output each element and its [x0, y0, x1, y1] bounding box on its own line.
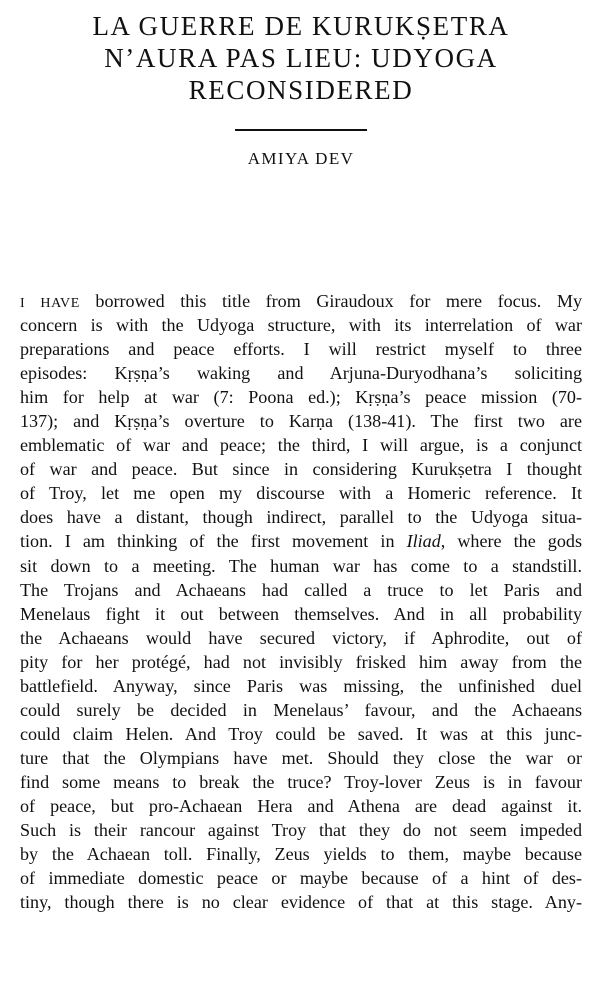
body-line: could surely be decided in Menelaus’ favour, and the Achaeans — [20, 699, 582, 720]
body-line: tiny, though there is no clear evidence of that at this stage. Any- — [20, 892, 582, 913]
body-line-1 — [20, 289, 582, 313]
article-title — [20, 0, 582, 106]
body-line: him for help at war (7: Poona ed.); Kṛṣṇa’s peace mission (70- — [20, 387, 582, 408]
title-line-2: N’AURA PAS LIEU: UDYOGA — [104, 43, 498, 73]
body-line: The Trojans and Achaeans had called a truce to let Paris and — [20, 579, 582, 600]
body-line: Such is their rancour against Troy that they do not seem impeded — [20, 820, 582, 841]
body-line: Menelaus fight it out between themselves. And in all probability — [20, 603, 582, 624]
opening-word: I HAVE — [20, 296, 80, 311]
body-line: does have a distant, though indirect, parallel to the Udyoga situa- — [20, 507, 582, 528]
body-line: emblematic of war and peace; the third, I will argue, is a conjunct — [20, 435, 582, 456]
body-line: concern is with the Udyoga structure, with its interrelation of war — [20, 315, 582, 336]
body-line: the Achaeans would have secured victory, if Aphrodite, out of — [20, 627, 582, 648]
body-line: episodes: Kṛṣṇa’s waking and Arjuna-Duryodhana’s soliciting — [20, 363, 582, 384]
iliad-line-before: tion. I am thinking of the first movement in — [20, 531, 407, 552]
title-line-3: RECONSIDERED — [188, 75, 414, 105]
iliad-title: Iliad — [406, 531, 441, 552]
title-divider — [235, 129, 367, 131]
body-line: battlefield. Anyway, since Paris was missing, the unfinished duel — [20, 675, 582, 696]
body-line: of Troy, let me open my discourse with a Homeric reference. It — [20, 483, 582, 504]
first-line-rest: borrowed this title from Giraudoux for mere focus. My — [79, 291, 582, 311]
body-line: 137); and Kṛṣṇa’s overture to Karṇa (138-41). The first two are — [20, 411, 582, 432]
body-line: preparations and peace efforts. I will restrict myself to three — [20, 339, 582, 360]
author-name: AMIYA DEV — [247, 149, 355, 168]
body-line: pity for her protégé, had not invisibly frisked him away from the — [20, 651, 582, 672]
body-text — [20, 289, 582, 914]
title-line-1: LA GUERRE DE KURUKṢETRA — [92, 11, 510, 41]
body-line: ture that the Olympians have met. Should they close the war or — [20, 747, 582, 768]
body-line: by the Achaean toll. Finally, Zeus yields to them, maybe because — [20, 844, 582, 865]
body-line: of peace, but pro-Achaean Hera and Athena are dead against it. — [20, 795, 582, 816]
body-line: of immediate domestic peace or maybe because of a hint of des- — [20, 868, 582, 889]
body-line: of war and peace. But since in considering Kurukṣetra I thought — [20, 459, 582, 480]
body-line: could claim Helen. And Troy could be saved. It was at this junc- — [20, 723, 582, 744]
body-line: sit down to a meeting. The human war has come to a standstill. — [20, 555, 582, 576]
body-line: find some means to break the truce? Troy-lover Zeus is in favour — [20, 771, 582, 792]
body-line-iliad — [20, 529, 582, 553]
iliad-line-after: , where the gods — [440, 531, 582, 552]
